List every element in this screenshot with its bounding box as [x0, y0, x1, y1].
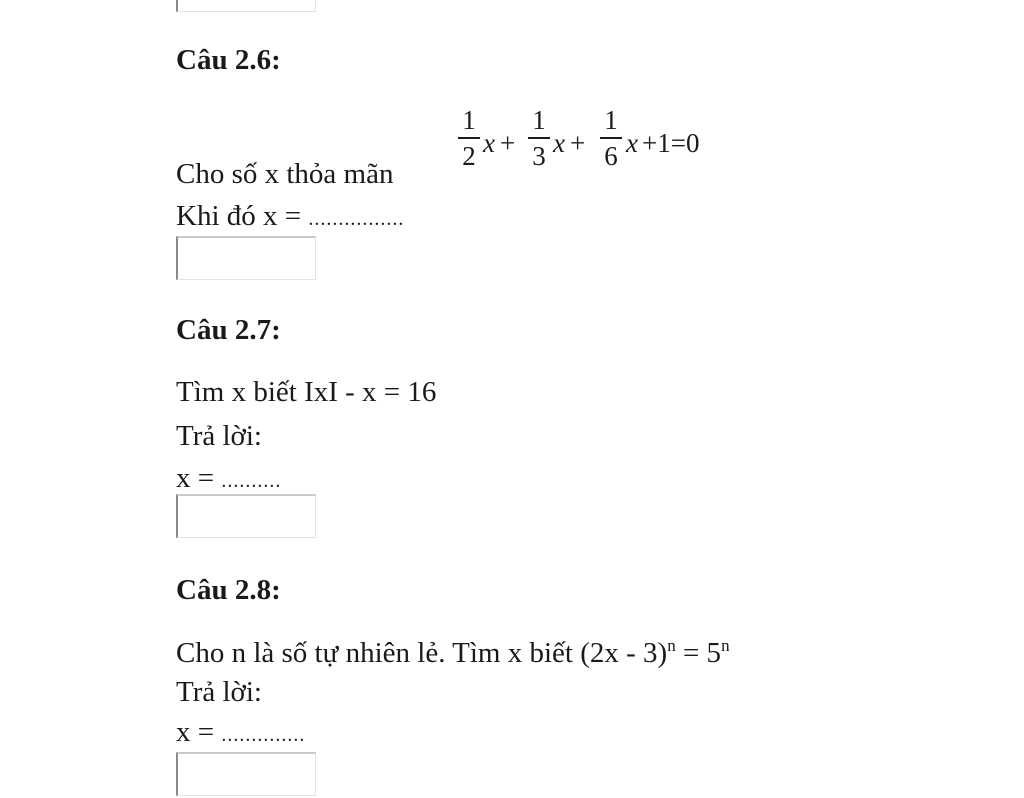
q26-answer-label: Khi đó x =: [176, 200, 309, 232]
frac2-denominator: 3: [532, 141, 546, 171]
fraction-one-half: [458, 104, 480, 172]
q28-answer-box[interactable]: [176, 752, 316, 796]
frac3-bar: [600, 137, 622, 139]
eq-var-3: x: [626, 128, 638, 158]
q28-answer-dots: ..............: [221, 724, 306, 746]
q27-answer-line: [176, 462, 281, 495]
q28-answer-line: [176, 716, 305, 749]
eq-var-1: x: [483, 128, 495, 158]
q27-answer-prefix: x =: [176, 462, 222, 494]
eq-plus-1: +: [500, 128, 516, 158]
fraction-one-third: [528, 104, 550, 172]
q28-exponent-1: n: [667, 636, 676, 655]
q27-answer-dots: ..........: [221, 470, 282, 492]
q26-answer-line: [176, 200, 404, 233]
q26-answer-dots: ................: [308, 208, 405, 230]
frac1-numerator: 1: [462, 105, 476, 135]
q28-exponent-2: n: [721, 636, 730, 655]
q27-prompt: Tìm x biết IxI - x = 16: [176, 376, 437, 408]
q27-answer-box[interactable]: [176, 494, 316, 538]
q28-answer-label: Trả lời:: [176, 676, 262, 708]
fraction-one-sixth: [600, 104, 622, 172]
q27-heading: Câu 2.7:: [176, 314, 281, 346]
q26-prompt: Cho số x thỏa mãn: [176, 158, 394, 190]
q27-answer-label: Trả lời:: [176, 420, 262, 452]
eq-plus-2: +: [570, 128, 586, 158]
q28-prompt: [176, 636, 730, 670]
frac1-bar: [458, 137, 480, 139]
frac2-bar: [528, 137, 550, 139]
q26-answer-box[interactable]: [176, 236, 316, 280]
previous-answer-box[interactable]: [176, 0, 316, 12]
frac3-denominator: 6: [604, 141, 618, 171]
frac3-numerator: 1: [604, 105, 618, 135]
q28-heading: Câu 2.8:: [176, 574, 281, 606]
frac2-numerator: 1: [532, 105, 546, 135]
q28-answer-prefix: x =: [176, 716, 222, 748]
q26-heading: Câu 2.6:: [176, 44, 281, 76]
q28-prompt-mid: = 5: [675, 637, 722, 669]
eq-tail: +1=0: [642, 128, 700, 158]
eq-var-2: x: [553, 128, 565, 158]
frac1-denominator: 2: [462, 141, 476, 171]
q28-prompt-start: Cho n là số tự nhiên lẻ. Tìm x biết (2x - 3): [176, 637, 668, 669]
